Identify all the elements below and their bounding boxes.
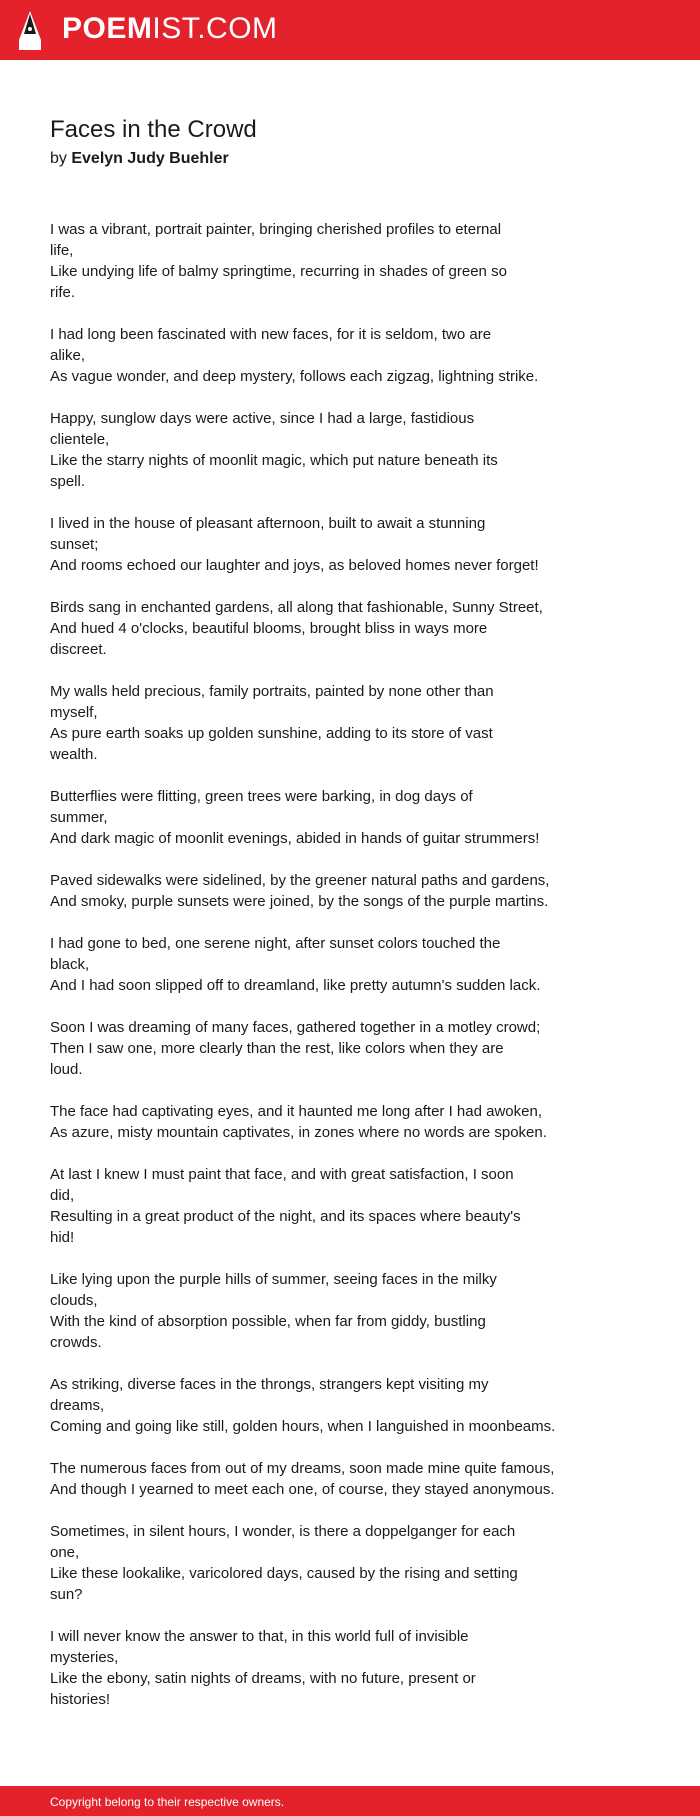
poem-line: summer,: [50, 809, 108, 826]
poem-stanza: [50, 1458, 585, 1500]
poem-line: sun?: [50, 1586, 83, 1603]
poem-line: Then I saw one, more clearly than the rest, like colors when they are: [50, 1040, 504, 1057]
poem-byline: [50, 148, 229, 170]
poem-line: And smoky, purple sunsets were joined, by the songs of the purple martins.: [50, 893, 549, 910]
poem-stanza: [50, 870, 585, 912]
poem-line: I will never know the answer to that, in this world full of invisible: [50, 1628, 469, 1645]
poem-line: life,: [50, 242, 74, 259]
poem-line: At last I knew I must paint that face, and with great satisfaction, I soon: [50, 1166, 514, 1183]
poem-line: Butterflies were flitting, green trees were barking, in dog days of: [50, 788, 473, 805]
poem-stanza: [50, 1101, 585, 1143]
poem-stanza: [50, 597, 585, 660]
poem-line: As vague wonder, and deep mystery, follows each zigzag, lightning strike.: [50, 368, 539, 385]
poem-stanza: [50, 408, 585, 492]
poem-line: Birds sang in enchanted gardens, all along that fashionable, Sunny Street,: [50, 599, 543, 616]
poem-line: mysteries,: [50, 1649, 119, 1666]
poem-line: The numerous faces from out of my dreams, soon made mine quite famous,: [50, 1460, 555, 1477]
poem-line: black,: [50, 956, 90, 973]
poem-line: discreet.: [50, 641, 107, 658]
poem-stanza: [50, 1374, 585, 1437]
poem-line: As azure, misty mountain captivates, in zones where no words are spoken.: [50, 1124, 547, 1141]
poem-stanza: [50, 1626, 585, 1710]
poem-line: Like lying upon the purple hills of summer, seeing faces in the milky: [50, 1271, 497, 1288]
poem-line: hid!: [50, 1229, 75, 1246]
poem-line: one,: [50, 1544, 80, 1561]
poem-line: Like the ebony, satin nights of dreams, with no future, present or: [50, 1670, 476, 1687]
poem-line: loud.: [50, 1061, 83, 1078]
poem-line: sunset;: [50, 536, 99, 553]
poem-line: Like undying life of balmy springtime, recurring in shades of green so: [50, 263, 507, 280]
by-label: by: [50, 150, 67, 167]
poem-line: Like the starry nights of moonlit magic, which put nature beneath its: [50, 452, 498, 469]
poem-line: Happy, sunglow days were active, since I had a large, fastidious: [50, 410, 475, 427]
poem-line: histories!: [50, 1691, 111, 1708]
poem-stanza: [50, 219, 585, 303]
poem-line: Soon I was dreaming of many faces, gathered together in a motley crowd;: [50, 1019, 541, 1036]
poem-stanza: [50, 1164, 585, 1248]
poem-stanza: [50, 1269, 585, 1353]
site-header: [0, 0, 700, 60]
poem-stanza: [50, 324, 585, 387]
poem-line: Resulting in a great product of the night, and its spaces where beauty's: [50, 1208, 521, 1225]
poem-stanza: [50, 513, 585, 576]
poem-line: And hued 4 o'clocks, beautiful blooms, brought bliss in ways more: [50, 620, 488, 637]
poem-line: I had long been fascinated with new faces, for it is seldom, two are: [50, 326, 492, 343]
poem-line: clientele,: [50, 431, 110, 448]
poem-line: Like these lookalike, varicolored days, caused by the rising and setting: [50, 1565, 518, 1582]
poem-line: did,: [50, 1187, 75, 1204]
poem-line: I lived in the house of pleasant afternoon, built to await a stunning: [50, 515, 486, 532]
poem-stanza: [50, 1017, 585, 1080]
poem-line: I had gone to bed, one serene night, after sunset colors touched the: [50, 935, 501, 952]
poem-line: As striking, diverse faces in the throngs, strangers kept visiting my: [50, 1376, 489, 1393]
poem-line: And dark magic of moonlit evenings, abided in hands of guitar strummers!: [50, 830, 540, 847]
poem-line: crowds.: [50, 1334, 102, 1351]
poem-stanza: [50, 681, 585, 765]
poem-line: Coming and going like still, golden hours, when I languished in moonbeams.: [50, 1418, 556, 1435]
poem-line: alike,: [50, 347, 86, 364]
logo-brand-bold: POEM: [62, 12, 153, 45]
copyright-notice: Copyright belong to their respective owners.: [50, 1795, 285, 1809]
poem-line: And though I yearned to meet each one, of course, they stayed anonymous.: [50, 1481, 555, 1498]
poem-line: dreams,: [50, 1397, 105, 1414]
poem-line: spell.: [50, 473, 86, 490]
logo-brand-light: IST.COM: [152, 12, 278, 45]
poem-line: As pure earth soaks up golden sunshine, adding to its store of vast: [50, 725, 493, 742]
poem-body: [50, 219, 585, 1731]
poem-line: clouds,: [50, 1292, 98, 1309]
poem-line: myself,: [50, 704, 98, 721]
poem-line: wealth.: [50, 746, 98, 763]
poem-line: rife.: [50, 284, 76, 301]
poem-line: I was a vibrant, portrait painter, bringing cherished profiles to eternal: [50, 221, 502, 238]
poem-line: Paved sidewalks were sidelined, by the greener natural paths and gardens,: [50, 872, 550, 889]
poem-line: Sometimes, in silent hours, I wonder, is there a doppelganger for each: [50, 1523, 516, 1540]
poem-stanza: [50, 933, 585, 996]
poem-line: With the kind of absorption possible, when far from giddy, bustling: [50, 1313, 486, 1330]
author-name: Evelyn Judy Buehler: [71, 150, 229, 167]
poem-stanza: [50, 786, 585, 849]
poem-title: Faces in the Crowd: [50, 116, 257, 143]
poem-line: And I had soon slipped off to dreamland, like pretty autumn's sudden lack.: [50, 977, 541, 994]
site-footer: [0, 1786, 700, 1816]
poem-stanza: [50, 1521, 585, 1605]
poem-line: The face had captivating eyes, and it haunted me long after I had awoken,: [50, 1103, 542, 1120]
poem-line: My walls held precious, family portraits, painted by none other than: [50, 683, 494, 700]
poem-line: And rooms echoed our laughter and joys, as beloved homes never forget!: [50, 557, 539, 574]
site-logo-link[interactable]: [62, 12, 278, 46]
pen-nib-icon[interactable]: [17, 10, 43, 52]
